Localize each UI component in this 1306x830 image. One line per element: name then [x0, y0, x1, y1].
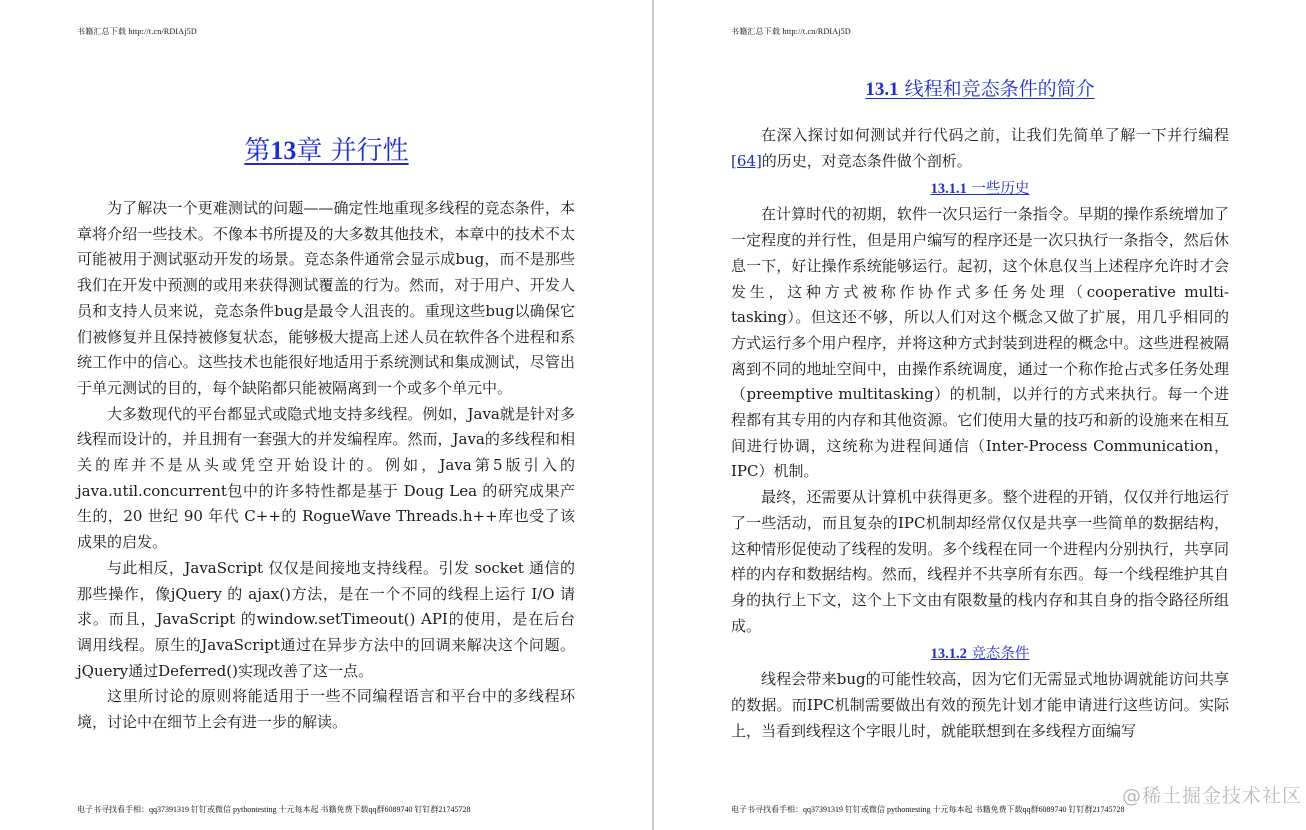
- paragraph: 与此相反，JavaScript 仅仅是间接地支持线程。引发 socket 通信的那些操作，像jQuery 的 ajax()方法，是在一个不同的线程上运行 I/O 请求。而且，JavaScript 的window.setTimeout() API的使用，是在后台调用线程。原生的JavaScript通过在异步方法中的回调来解决这个问题。jQuery通过Deferred()实现改善了这一点。: [77, 558, 575, 680]
- subsection-title-text: 一些历史: [966, 181, 1030, 198]
- section-title-text: 线程和竞态条件的简介: [898, 78, 1095, 100]
- watermark: @稀土掘金技术社区: [1122, 785, 1303, 807]
- paragraph: 最终，还需要从计算机中获得更多。整个进程的开销，仅仅并行地运行了一些活动，而且复杂的IPC机制却经常仅仅是共享一些简单的数据结构，这种情形促使动了线程的发明。多个线程在同一个进程内分别执行，共享同样的内存和数据结构。然而，线程并不共享所有东西。每一个线程维护其自身的执行上下文，这个上下文由有限数量的栈内存和其自身的指令路径所组成。: [731, 488, 1229, 635]
- paragraph: 大多数现代的平台都显式或隐式地支持多线程。例如，Java就是针对多线程而设计的，并且拥有一套强大的并发编程库。然而，Java的多线程和相关的库并不是从头或凭空开始设计的。例如，Java第5版引入的java.util.concurrent包中的许多特性都是基于 Doug Lea 的研究成果产生的，20 世纪 90 年代 C++的 RogueWave Threads.h++库也受了该成果的启发。: [77, 404, 575, 552]
- chapter-body: [77, 196, 575, 736]
- paragraph: 在计算时代的初期，软件一次只运行一条指令。早期的操作系统增加了一定程度的并行性，但是用户编写的程序还是一次只执行一条指令，然后休息一下，好让操作系统能够运行。起初，这个休息仅当上述程序允许时才会发生，这种方式被称作协作式多任务处理（cooperative multi-tasking）。但这还不够，所以人们对这个概念又做了扩展，用几乎相同的方式运行多个用户程序，并将这种方式封装到进程的概念中。这些进程被隔离到不同的地址空间中，由操作系统调度，通过一个称作抢占式多任务处理（preemptive multitasking）的机制，以并行的方式来执行。每一个进程都有其专用的内存和其他资源。它们使用大量的技巧和新的设施来在相互间进行协调，这统称为进程间通信（Inter-Process Communication，IPC）机制。: [731, 205, 1229, 481]
- chapter-number: 13: [270, 136, 297, 165]
- paragraph: 这里所讨论的原则将能适用于一些不同编程语言和平台中的多线程环境，讨论中在细节上会有进一步的解读。: [77, 687, 575, 732]
- subsection-title-link[interactable]: [731, 176, 1229, 202]
- page-footer: 电子书寻找看手相：qq37391319 钉钉或微信 pythontesting 十元每本起 书籍免费下载qq群6089740 钉钉群21745728: [77, 805, 471, 814]
- intro-text-end: 的历史，对竞态条件做个剖析。: [761, 151, 972, 170]
- subsection-number: 13.1.1: [930, 181, 967, 198]
- section-title-link[interactable]: [654, 74, 1306, 101]
- paragraph: 为了解决一个更难测试的问题——确定性地重现多线程的竞态条件，本章将介绍一些技术。不像本书所提及的大多数其他技术，本章中的技术不太可能被用于测试驱动开发的场景。竞态条件通常会显示成bug，而不是那些我们在开发中预测的或用来获得测试覆盖的行为。然而，对于用户、开发人员和支持人员来说，竞态条件bug是最令人沮丧的。重现这些bug以确保它们被修复并且保持被修复状态，能够极大提高上述人员在软件各个进程和系统工作中的信心。这些技术也能很好地适用于系统测试和集成测试，尽管出于单元测试的目的，每个缺陷都只能被隔离到一个或多个单元中。: [77, 199, 575, 397]
- page-header: 书籍汇总下载 http://t.cn/RDIAj5D: [77, 27, 197, 36]
- page-header: 书籍汇总下载 http://t.cn/RDIAj5D: [731, 27, 851, 36]
- intro-text: 在深入探讨如何测试并行代码之前，让我们先简单了解一下并行编程: [761, 126, 1229, 144]
- subsection-title-text: 竞态条件: [966, 646, 1030, 663]
- page-footer: 电子书寻找看手相：qq37391319 钉钉或微信 pythontesting 十元每本起 书籍免费下载qq群6089740 钉钉群21745728: [731, 805, 1125, 814]
- section-body: [731, 123, 1229, 744]
- subsection-title-link[interactable]: [731, 641, 1229, 667]
- paragraph: 线程会带来bug的可能性较高，因为它们无需显式地协调就能访问共享的数据。而IPC机制需要做出有效的预先计划才能申请进行这些访问。实际上，当看到线程这个字眼儿时，就能联想到在多线程方面编写: [731, 670, 1229, 740]
- chapter-title-link[interactable]: [0, 130, 653, 167]
- chapter-title-text: 章 并行性: [296, 136, 409, 166]
- section-number: 13.1: [865, 79, 899, 100]
- intro-paragraph: [731, 123, 1229, 174]
- citation-link[interactable]: [64]: [731, 151, 762, 170]
- right-page: [654, 0, 1306, 830]
- subsection-number: 13.1.2: [930, 646, 967, 663]
- chapter-title-prefix: 第: [244, 136, 271, 166]
